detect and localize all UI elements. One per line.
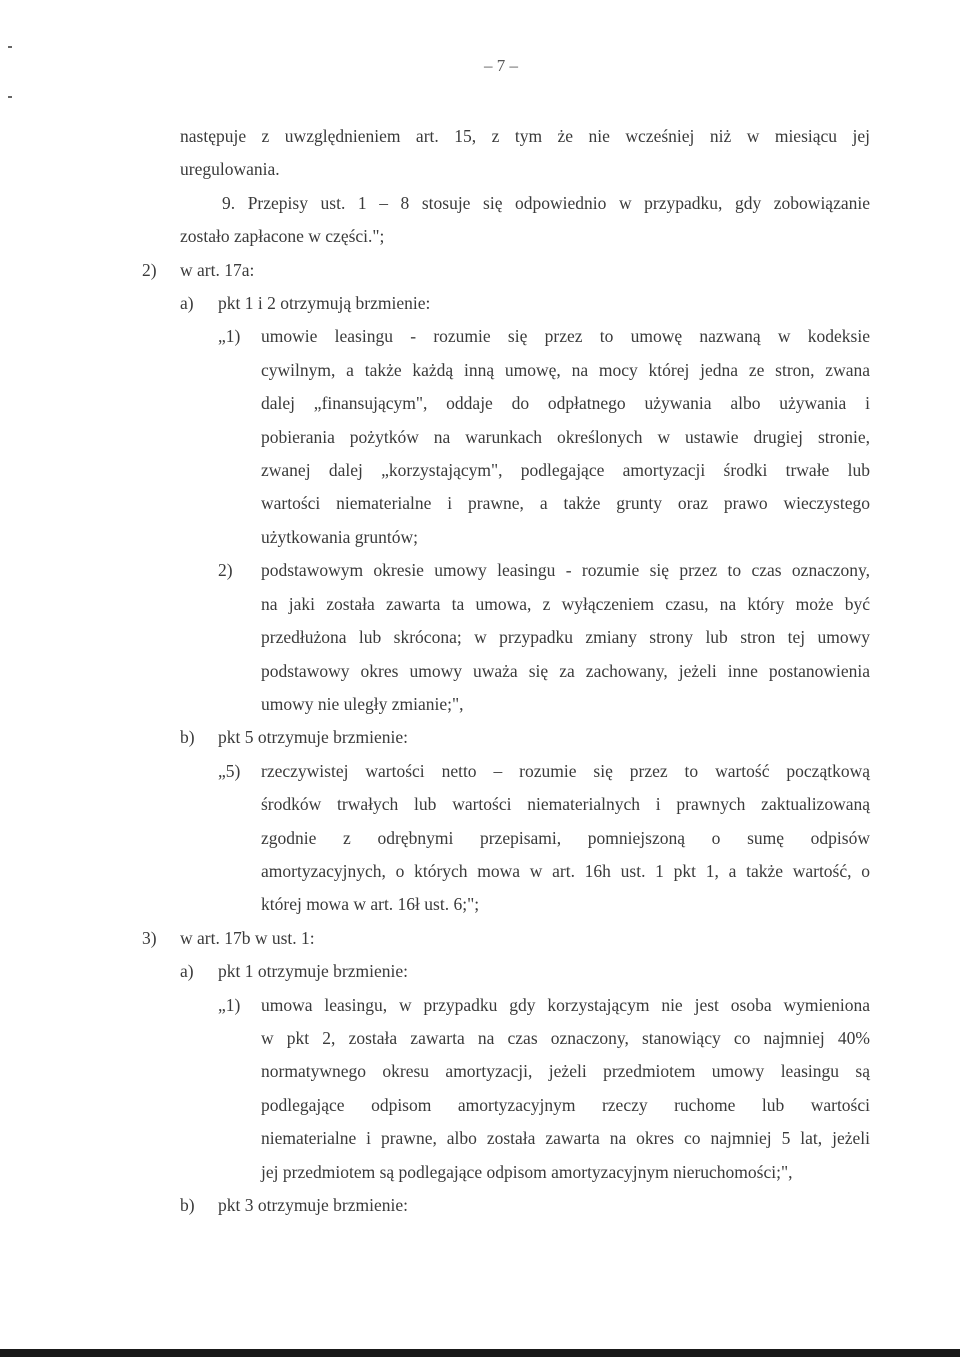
point-line: zwanej dalej „korzystającym", podlegające amortyzacji środki trwałe lub [261, 460, 870, 481]
point-line: na jaki została zawarta ta umowa, z wyłączeniem czasu, na który może być [261, 593, 870, 614]
point-line: pobierania pożytków na warunkach określonych w ustawie drugiej stronie, [261, 426, 870, 447]
point-line: niematerialne i prawne, albo została zawarta na okres co najmniej 5 lat, jeżeli [261, 1128, 870, 1149]
point-line: użytkowania gruntów; [261, 526, 418, 547]
item-2 [142, 254, 870, 287]
point-line: umowy nie uległy zmianie;", [261, 693, 464, 714]
item-3-label: w art. 17b w ust. 1: [180, 927, 315, 948]
item-3b-label: pkt 3 otrzymuje brzmienie: [218, 1195, 409, 1215]
point-line: cywilnym, a także każdą inną umowę, na mocy której jedna ze stron, zwana [261, 359, 870, 380]
item-2a-label: pkt 1 i 2 otrzymują brzmienie: [218, 293, 431, 314]
point-line: podlegające odpisom amortyzacyjnym rzeczy ruchome lub wartości [261, 1094, 870, 1115]
document-body [142, 120, 870, 1222]
item-3 [142, 922, 870, 955]
point-line: wartości niematerialne i prawne, a także grunty oraz prawo wieczystego [261, 493, 870, 514]
scan-mark-top [8, 46, 12, 48]
point-line: przedłużona lub skrócona; w przypadku zmiany strony lub stron tej umowy [261, 627, 870, 648]
point-line: umowa leasingu, w przypadku gdy korzystającym nie jest osoba wymieniona [261, 994, 870, 1015]
item-3-number: 3) [142, 927, 157, 948]
item-3b [180, 1189, 870, 1222]
scan-mark-mid [8, 96, 12, 98]
point-number: „1) [218, 994, 241, 1015]
item-2b-label: pkt 5 otrzymuje brzmienie: [218, 727, 409, 748]
point-line: normatywnego okresu amortyzacji, jeżeli przedmiotem umowy leasingu są [261, 1061, 870, 1082]
para9-line-2: zostało zapłacone w części."; [180, 226, 385, 247]
item-2-number: 2) [142, 259, 157, 280]
point-line: podstawowym okresie umowy leasingu - rozumie się przez to czas oznaczony, [261, 560, 870, 581]
item-2a-point-2 [180, 554, 870, 721]
point-number: 2) [218, 560, 233, 581]
point-number: „5) [218, 760, 241, 781]
para9-line-1: 9. Przepisy ust. 1 – 8 stosuje się odpowiednio w przypadku, gdy zobowiązanie [222, 192, 870, 213]
intro-line-1: następuje z uwzględnieniem art. 15, z tym że nie wcześniej niż w miesiącu jej [180, 126, 870, 146]
intro-line-2: uregulowania. [180, 159, 280, 180]
item-3b-letter: b) [180, 1195, 195, 1215]
item-2b [180, 721, 870, 754]
point-line: podstawowy okres umowy uważa się za zachowany, jeżeli inne postanowienia [261, 660, 870, 681]
point-line: jej przedmiotem są podlegające odpisom amortyzacyjnym nieruchomości;", [261, 1161, 793, 1182]
scan-bottom-edge [0, 1349, 960, 1357]
page-number: – 7 – [484, 56, 518, 75]
item-3a [180, 955, 870, 988]
point-line: zgodnie z odrębnymi przepisami, pomniejszoną o sumę odpisów [261, 827, 870, 848]
item-2a-letter: a) [180, 293, 194, 314]
point-line: amortyzacyjnych, o których mowa w art. 16h ust. 1 pkt 1, a także wartość, o [261, 860, 870, 881]
item-2-label: w art. 17a: [180, 259, 255, 280]
item-3a-point-1 [180, 989, 870, 1189]
point-line: umowie leasingu - rozumie się przez to umowę nazwaną w kodeksie [261, 326, 870, 347]
item-2b-point-5 [180, 755, 870, 922]
point-number: „1) [218, 326, 241, 347]
item-2b-letter: b) [180, 727, 195, 748]
point-line: w pkt 2, została zawarta na czas oznaczony, stanowiący co najmniej 40% [261, 1027, 870, 1048]
item-3a-letter: a) [180, 961, 194, 982]
point-line: której mowa w art. 16ł ust. 6;"; [261, 894, 480, 915]
point-line: rzeczywistej wartości netto – rozumie się przez to wartość początkową [261, 760, 870, 781]
point-line: dalej „finansującym", oddaje do odpłatnego używania albo używania i [261, 393, 870, 414]
item-3a-label: pkt 1 otrzymuje brzmienie: [218, 961, 409, 982]
point-line: środków trwałych lub wartości niematerialnych i prawnych zaktualizowaną [261, 794, 870, 815]
item-2a [180, 287, 870, 320]
item-2a-point-1 [180, 320, 870, 554]
